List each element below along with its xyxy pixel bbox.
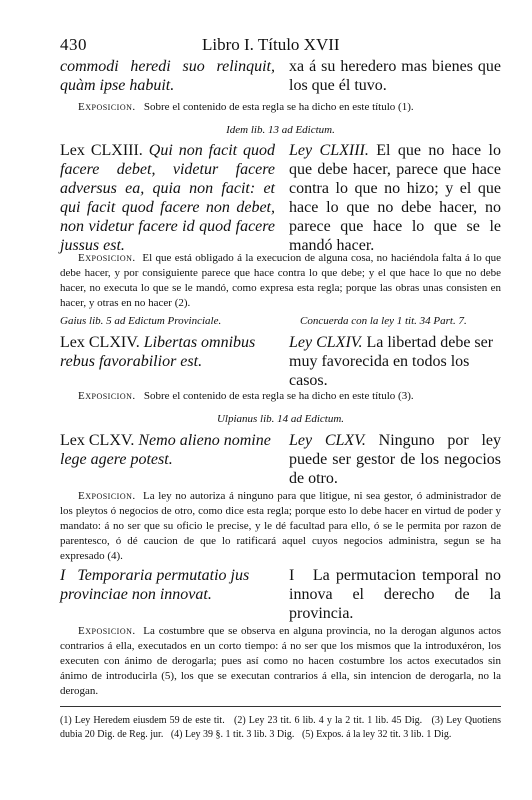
lex-number: Lex CLXIV.	[60, 334, 140, 351]
spanish-law-text	[289, 141, 501, 255]
latin-law-text	[60, 141, 275, 255]
exposicion-paragraph	[60, 624, 501, 699]
source-citation: Ulpianus lib. 14 ad Edictum.	[216, 413, 345, 425]
exposicion-text: Sobre el contenido de esta regla se ha dicho en este título (3).	[143, 390, 414, 402]
paragraph-number: I	[289, 567, 295, 584]
footnote: (1) Ley Heredem eiusdem 59 de este tit.	[60, 715, 225, 726]
exposicion-label: Exposicion.	[78, 390, 136, 402]
spanish-law-text	[289, 333, 501, 390]
ley-number: Ley CLXIII.	[289, 142, 369, 159]
exposicion-text: Sobre el contenido de esta regla se ha dicho en este título (1).	[143, 101, 414, 113]
latin-rule: Temporaria permutatio jus provinciae non innovat.	[60, 567, 250, 603]
exposicion-text: La costumbre que se observa en alguna provincia, no la derogan algunos actos contrarios á ella, executados en un corto tiempo: á no ser que los mismos que la introduxéron, los executen con ánimo de derogarla; pues así como no hacen costumbre los actos executados sin ánimo de introducirla (5), los que se executan contrarios á ella, sin intencion de derogarla, no la derogan.	[60, 625, 501, 697]
footnote: (4) Ley 39 §. 1 tit. 3 lib. 3 Dig.	[170, 729, 295, 740]
exposicion-paragraph	[60, 489, 501, 564]
ley-number: Ley CLXIV.	[289, 334, 363, 351]
page-number: 430	[60, 35, 87, 54]
footnote: (5) Expos. á la ley 32 tit. 3 lib. 1 Dig.	[301, 729, 452, 740]
paragraph-number: I	[60, 567, 66, 584]
exposicion-label: Exposicion.	[78, 252, 136, 264]
footnotes	[60, 714, 501, 742]
lex-number: Lex CLXV.	[60, 432, 135, 449]
concordance-citation: Concuerda con la ley 1 tit. 34 Part. 7.	[300, 315, 467, 327]
exposicion-label: Exposicion.	[78, 490, 136, 502]
spanish-law-text	[289, 431, 501, 488]
exposicion-label: Exposicion.	[78, 101, 136, 113]
spanish-continuation: xa á su heredero mas bienes que los que él tuvo.	[289, 58, 501, 94]
lex-number: Lex CLXIII.	[60, 142, 143, 159]
footnote-divider	[60, 706, 501, 707]
footnote: (3) Ley Quotiens dubia 20 Dig. de Reg. jur.	[60, 715, 502, 740]
spanish-rule: La permutacion temporal no innova el derecho de la provincia.	[289, 567, 502, 622]
spanish-law-text	[289, 566, 501, 623]
latin-rule: Libertas omnibus rebus favorabilior est.	[60, 334, 256, 370]
exposicion-label: Exposicion.	[78, 625, 136, 637]
latin-rule: Qui non facit quod facere debet, videtur facere adversus ea, quia non facit: et qui facit quod facere non debet, non videtur facere id quod facere jussus est.	[60, 142, 276, 254]
source-citation: Gaius lib. 5 ad Edictum Provinciale.	[60, 315, 222, 327]
exposicion-paragraph	[60, 251, 501, 311]
source-citation: Idem lib. 13 ad Edictum.	[226, 124, 335, 136]
spanish-rule: El que no hace lo que debe hacer, parece que hace contra lo que no hizo; y el que hace lo que no debe hacer, no parece que hace lo que se le mandó hacer.	[289, 142, 501, 254]
latin-continuation: commodi heredi suo relinquit, quàm ipse habuit.	[60, 58, 275, 94]
ley-number: Ley CLXV.	[289, 432, 366, 449]
latin-law-text	[60, 333, 275, 371]
exposicion-paragraph	[78, 389, 498, 404]
footnote: (2) Ley 23 tit. 6 lib. 4 y la 2 tit. 1 lib. 45 Dig.	[234, 715, 423, 726]
exposicion-text: La ley no autoriza á ninguno para que litigue, ni sea gestor, ó administrador de los pleytos ó negocios de otro, como dice esta regla; porque esto lo debe hacer en virtud de poder y mandato: á no ser que su oficio le precise, y le dé facultad para ello, ó se le permita por razon de parentesco, ó dé caucion de que lo ratificará aquel cuyos negocios administra, segun se ha expresado (4).	[60, 490, 501, 562]
latin-law-text	[60, 566, 275, 604]
latin-rule: Nemo alieno nomine lege agere potest.	[60, 432, 271, 468]
latin-law-text	[60, 431, 275, 469]
running-title: Libro I. Título XVII	[202, 35, 340, 54]
spanish-rule: La libertad debe ser muy favorecida en todos los casos.	[289, 334, 494, 389]
exposicion-text: El que está obligado á la execucion de alguna cosa, no haciéndola falta á lo que debe hacer, y por consiguiente parece que hace contra lo que debe; y el que hace lo que no debe hacer, no executa lo que se le mandó, como expresa esta regla; porque las obras unas consisten en hacer, y otras en no hacer (2).	[60, 252, 501, 309]
exposicion-paragraph	[78, 100, 498, 115]
spanish-rule: Ninguno por ley puede ser gestor de los negocios de otro.	[289, 432, 502, 487]
